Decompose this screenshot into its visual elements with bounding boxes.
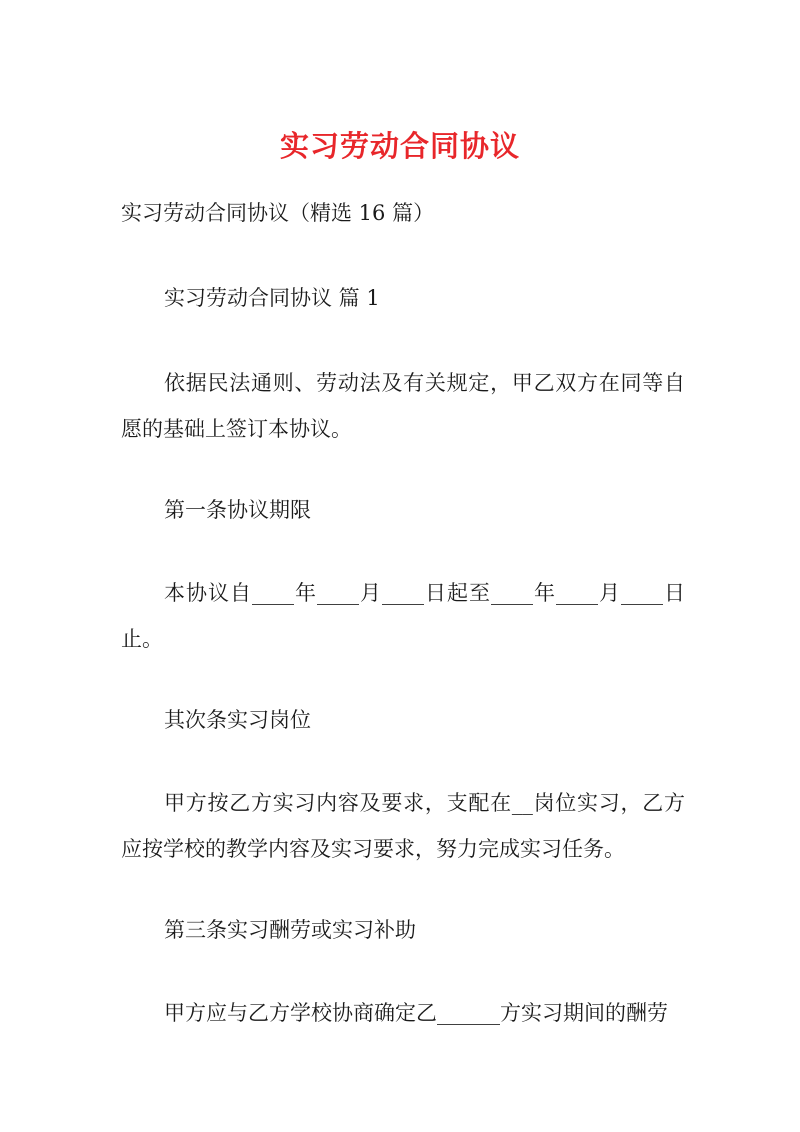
paragraph: 甲方按乙方实习内容及要求，支配在__岗位实习，乙方应按学校的教学内容及实习要求，努力完成实习任务。 bbox=[121, 791, 685, 861]
section-heading: 实习劳动合同协议 篇 1 bbox=[164, 286, 380, 310]
article-heading: 第一条协议期限 bbox=[164, 498, 311, 522]
article-heading: 其次条实习岗位 bbox=[164, 708, 311, 732]
article-heading: 第三条实习酬劳或实习补助 bbox=[164, 918, 416, 942]
paragraph: 依据民法通则、劳动法及有关规定，甲乙双方在同等自愿的基础上签订本协议。 bbox=[121, 371, 685, 441]
paragraph: 甲方应与乙方学校协商确定乙______方实习期间的酬劳 bbox=[164, 1001, 668, 1025]
document-title: 实习劳动合同协议 bbox=[279, 129, 520, 163]
paragraph: 本协议自____年____月____日起至____年____月____日止。 bbox=[121, 581, 685, 651]
document-subtitle: 实习劳动合同协议（精选 16 篇） bbox=[121, 201, 435, 225]
